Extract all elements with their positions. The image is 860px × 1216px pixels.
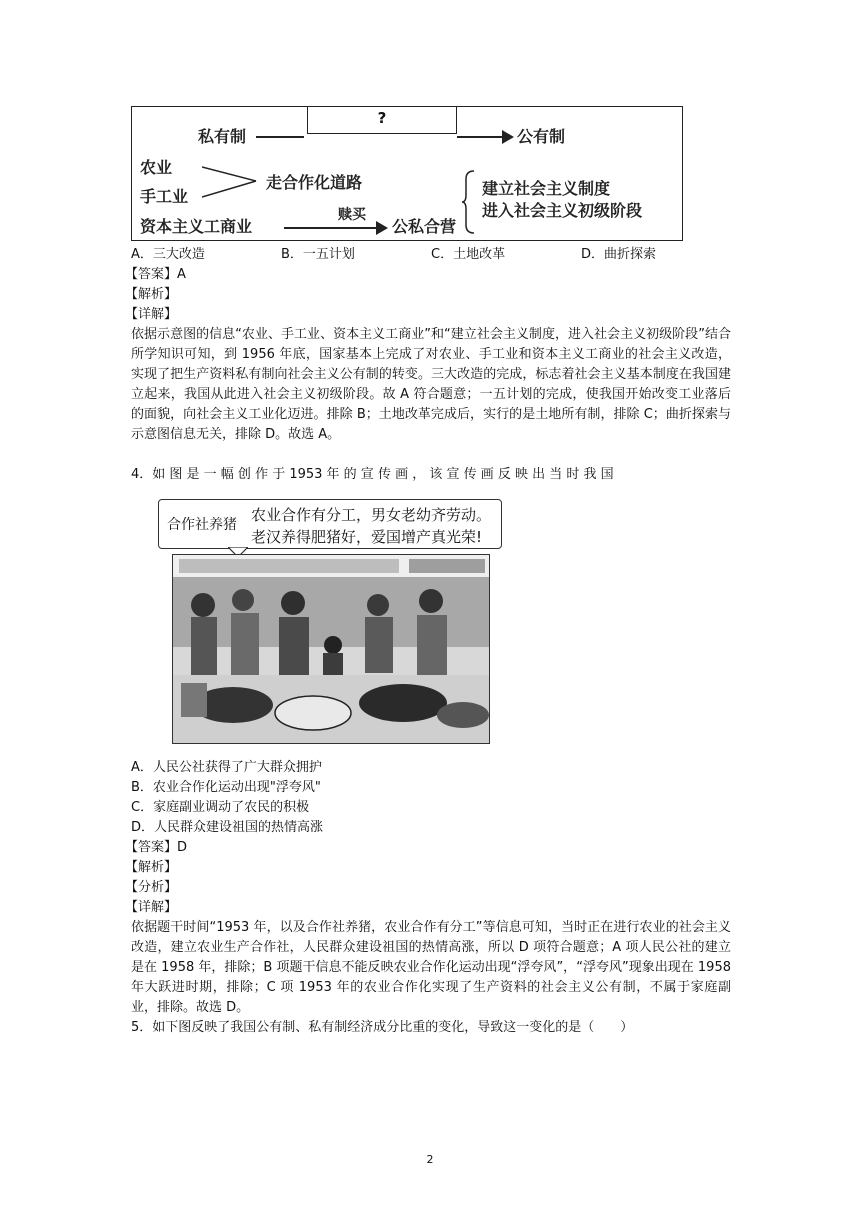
q4-option-c: C．家庭副业调动了农民的积极 [131, 800, 310, 815]
q3-option-d: D．曲折探索 [581, 247, 657, 262]
q3-option-c: C．土地改革 [431, 247, 506, 262]
joint-venture-label: 公私合营 [392, 217, 457, 236]
agriculture-label: 农业 [140, 158, 173, 177]
q3-option-a: A．三大改造 [131, 247, 205, 262]
q3-answer: 【答案】A [125, 267, 186, 282]
q4-detail-heading: 【详解】 [125, 900, 178, 915]
poster-artwork [173, 555, 490, 744]
arrow-line-buy [284, 227, 380, 229]
arrow-head-icon [376, 221, 388, 235]
q4-stem: 4．如 图 是 一 幅 创 作 于 1953 年 的 宣 传 画 ， 该 宣 传 画 反 映 出 当 时 我 国 [131, 467, 614, 482]
q3-detail-heading: 【详解】 [125, 307, 178, 322]
question-mark-box: ? [307, 106, 457, 134]
cooperative-road-label: 走合作化道路 [266, 173, 363, 192]
flow-diagram [131, 106, 683, 241]
q3-analysis-heading: 【解析】 [125, 287, 178, 302]
private-ownership-label: 私有制 [198, 127, 247, 146]
poster-illustration [172, 554, 490, 744]
q4-option-a: A．人民公社获得了广大群众拥护 [131, 760, 322, 775]
q3-explanation: 依据示意图的信息“农业、手工业、资本主义工商业”和“建立社会主义制度，进入社会主义初级阶段”结合所学知识可知，到 1956 年底，国家基本上完成了对农业、手工业和资本主义工商业的社会主义改造，实现了把生产资料私有制向社会主义公有制的转变。三大改造的完成，标志着社会主义基本制度在我国建立起来，我国从此进入社会主义初级阶段。故 A 符合题意；一五计划的完成，使我国开始改变工业落后的面貌，向社会主义工业化迈进。排除 B；土地改革完成后，实行的是土地所有制，排除 C；曲折探索与示意图信息无关，排除 D。故选 A。 [131, 327, 731, 442]
poster-caption-line-2: 老汉养得肥猪好，爱国增产真光荣! [251, 528, 483, 546]
q4-option-d: D．人民群众建设祖国的热情高涨 [131, 820, 324, 835]
q4-option-b: B．农业合作化运动出现"浮夸风" [131, 780, 321, 795]
poster-caption-title: 合作社养猪 [167, 517, 237, 533]
q4-explanation: 依据题干时间“1953 年，以及合作社养猪，农业合作有分工”等信息可知，当时正在进行农业的社会主义改造，建立农业生产合作社，人民群众建设祖国的热情高涨，所以 D 项符合题意；A 项人民公社的建立是在 1958 年，排除；B 项题干信息不能反映农业合作化运动出现“浮夸风”，“浮夸风”现象出现在 1958 年大跃进时期，排除；C 项 1953 年的农业合作化实现了生产资料的社会主义公有制，不属于家庭副业，排除。故选 D。 [131, 920, 731, 1015]
public-ownership-label: 公有制 [517, 127, 566, 146]
q4-analysis-heading: 【解析】 [125, 860, 178, 875]
propaganda-poster [158, 499, 504, 747]
primary-stage-label: 进入社会主义初级阶段 [482, 201, 643, 220]
redemption-label: 赎买 [338, 207, 366, 223]
q3-option-b: B．一五计划 [281, 247, 355, 262]
converge-lines [202, 165, 258, 201]
handicraft-label: 手工业 [140, 187, 189, 206]
q4-fenxi-heading: 【分析】 [125, 880, 178, 895]
brace-icon [462, 169, 476, 235]
page-number: 2 [426, 1153, 434, 1166]
q5-stem: 5．如下图反映了我国公有制、私有制经济成分比重的变化，导致这一变化的是（ ） [131, 1020, 634, 1035]
capitalist-industry-label: 资本主义工商业 [140, 217, 253, 236]
poster-caption-bubble [158, 499, 502, 549]
arrow-line-left [256, 136, 304, 138]
establish-socialism-label: 建立社会主义制度 [482, 179, 611, 198]
q4-answer: 【答案】D [125, 840, 188, 855]
arrow-head-icon [502, 130, 514, 144]
poster-caption-line-1: 农业合作有分工，男女老幼齐劳动。 [251, 506, 492, 524]
